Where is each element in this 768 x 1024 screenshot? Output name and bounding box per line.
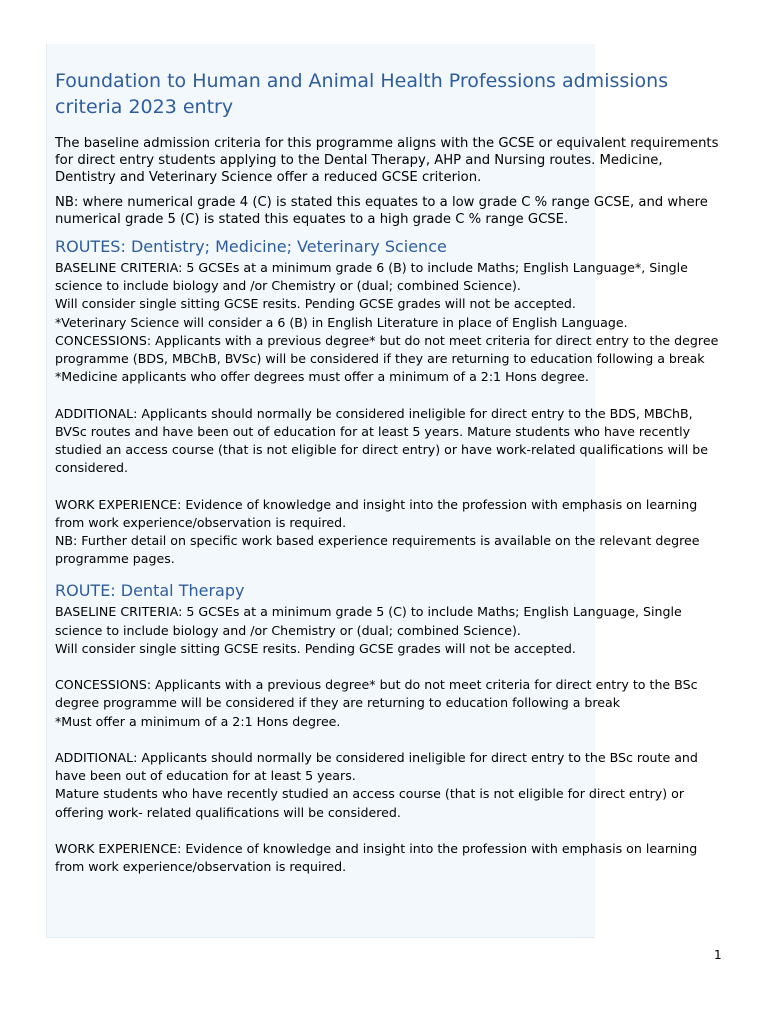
resits-text: Will consider single sitting GCSE resits. Pending GCSE grades will not be accepted. [55,640,576,656]
section-dental-therapy [55,603,723,876]
medicine-degree-note: *Medicine applicants who offer degrees must offer a minimum of a 2:1 Hons degree. [55,369,589,385]
intro-note: NB: where numerical grade 4 (C) is stated this equates to a low grade C % range GCSE, and where numerical grade 5 (C) is stated this equates to a high grade C % range GCSE. [55,195,708,227]
vet-science-note: *Veterinary Science will consider a 6 (B) in English Literature in place of English Language. [55,314,628,330]
resits-text: Will consider single sitting GCSE resits. Pending GCSE grades will not be accepted. [55,296,576,312]
intro-paragraph: The baseline admission criteria for this programme aligns with the GCSE or equivalent requirements for direct entry students applying to the Dental Therapy, AHP and Nursing routes. Medicine, Dentistry and Veterinary Science offer a reduced GCSE criterion. [55,136,719,185]
additional-text: ADDITIONAL: Applicants should normally be considered ineligible for direct entry to the BDS, MBChB, BVSc routes and have been out of education for at least 5 years. Mature students who have recently studied an access course (that is not eligible for direct entry) or have work-related qualifications will be considered. [55,405,709,476]
baseline-criteria-text: BASELINE CRITERIA: 5 GCSEs at a minimum grade 5 (C) to include Maths; English Language, Single science to include biology and /or Chemistry or (dual; combined Science). [55,604,682,638]
baseline-criteria-text: BASELINE CRITERIA: 5 GCSEs at a minimum grade 6 (B) to include Maths; English Language*, Single science to include biology and /or Chemistry or (dual; combined Science). [55,260,688,294]
concessions-text: CONCESSIONS: Applicants with a previous degree* but do not meet criteria for direct entry to the BSc degree programme will be considered if they are returning to education following a break [55,677,698,711]
section-heading-routes-dentistry-medicine-vet: ROUTES: Dentistry; Medicine; Veterinary Science [55,237,447,256]
section-routes-dentistry-medicine-vet [55,259,723,568]
work-experience-text: WORK EXPERIENCE: Evidence of knowledge and insight into the profession with emphasis on learning from work experience/observation is required. [55,496,698,530]
intro-section [55,135,723,228]
mature-students-text: Mature students who have recently studied an access course (that is not eligible for direct entry) or offering work- related qualifications will be considered. [55,786,685,820]
work-experience-note: NB: Further detail on specific work based experience requirements is available on the relevant degree programme pages. [55,533,700,567]
page-number: 1 [714,948,722,962]
section-heading-dental-therapy: ROUTE: Dental Therapy [55,581,245,601]
additional-text: ADDITIONAL: Applicants should normally be considered ineligible for direct entry to the BSc route and have been out of education for at least 5 years. [55,750,698,784]
document-content [55,68,723,876]
work-experience-text: WORK EXPERIENCE: Evidence of knowledge and insight into the profession with emphasis on learning from work experience/observation is required. [55,841,698,875]
concessions-text: CONCESSIONS: Applicants with a previous degree* but do not meet criteria for direct entry to the degree programme (BDS, MBChB, BVSc) will be considered if they are returning to education following a break [55,332,719,367]
document-title: Foundation to Human and Animal Health Professions admissions criteria 2023 entry [55,70,669,118]
degree-requirement-note: *Must offer a minimum of a 2:1 Hons degree. [55,713,341,729]
